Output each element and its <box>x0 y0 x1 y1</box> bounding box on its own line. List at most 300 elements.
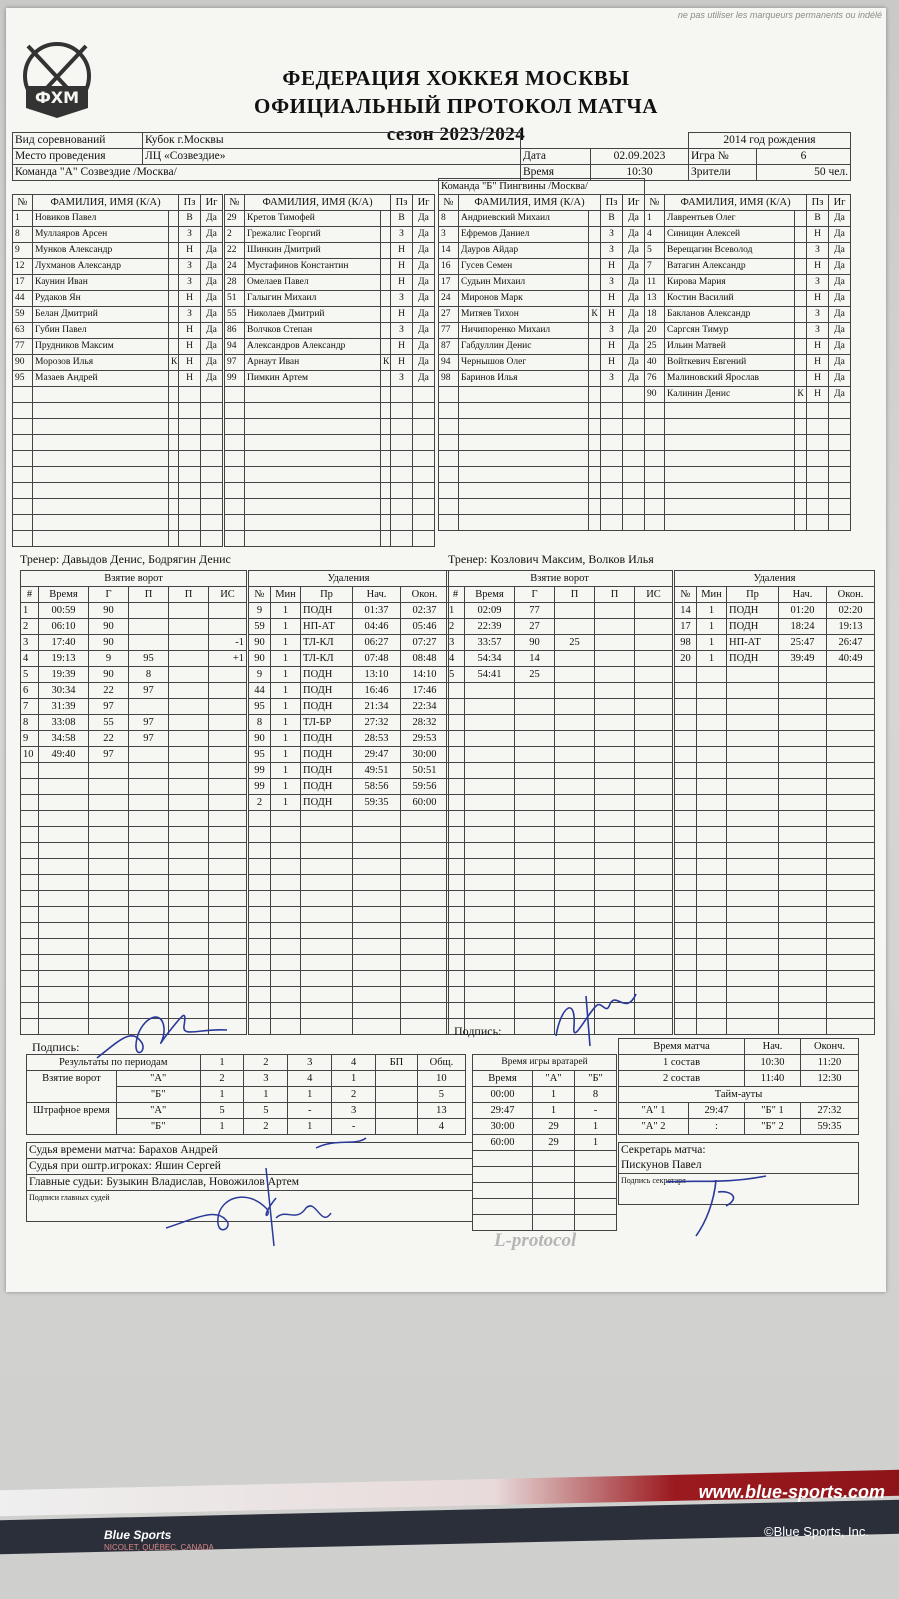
table-cell: Да <box>829 387 851 403</box>
player-row <box>225 371 435 387</box>
table-cell <box>381 515 391 531</box>
table-cell <box>665 483 795 499</box>
table-cell <box>515 715 555 731</box>
table-cell: 90 <box>89 619 129 635</box>
table-cell <box>555 827 595 843</box>
player-row <box>439 275 645 291</box>
table-cell <box>301 971 353 987</box>
table-cell: 05:46 <box>401 619 449 635</box>
table-cell: 13:10 <box>353 667 401 683</box>
table-cell: 17:46 <box>401 683 449 699</box>
goal-row <box>447 603 673 619</box>
table-cell <box>533 1167 575 1183</box>
table-cell <box>589 355 601 371</box>
table-cell <box>635 635 673 651</box>
table-cell: 59:56 <box>401 779 449 795</box>
table-cell: 95 <box>129 651 169 667</box>
table-cell <box>401 1003 449 1019</box>
table-cell: 97 <box>89 747 129 763</box>
table-cell: Иг <box>413 195 435 211</box>
penalty-row <box>249 699 449 715</box>
player-row <box>645 259 851 275</box>
table-cell: 22 <box>89 731 129 747</box>
table-cell: Пз <box>601 195 623 211</box>
table-cell <box>515 859 555 875</box>
table-cell: Судьин Михаил <box>459 275 589 291</box>
table-cell: Лаврентьев Олег <box>665 211 795 227</box>
table-cell <box>779 843 827 859</box>
table-cell <box>635 779 673 795</box>
table-cell <box>555 971 595 987</box>
table-cell <box>201 483 223 499</box>
table-cell <box>675 747 697 763</box>
goal-row <box>447 715 673 731</box>
table-cell <box>589 483 601 499</box>
competition-value: Кубок г.Москвы <box>143 133 521 149</box>
table-cell <box>515 971 555 987</box>
table-cell <box>589 499 601 515</box>
table-cell <box>727 763 779 779</box>
table-cell: 5 <box>645 243 665 259</box>
table-cell <box>665 515 795 531</box>
table-cell <box>39 1019 89 1035</box>
table-cell <box>13 483 33 499</box>
table-cell: Да <box>623 291 645 307</box>
table-cell: Арнаут Иван <box>245 355 381 371</box>
table-cell: 1 <box>271 651 301 667</box>
table-cell <box>179 451 201 467</box>
table-cell: Да <box>201 339 223 355</box>
table-cell <box>129 923 169 939</box>
table-cell: 07:48 <box>353 651 401 667</box>
referees: Главные судьи: Бузыкин Владислав, Новожилов Артем <box>27 1175 473 1191</box>
table-cell: Ватагин Александр <box>665 259 795 275</box>
table-cell <box>447 779 465 795</box>
table-cell <box>129 763 169 779</box>
table-cell <box>807 435 829 451</box>
table-cell: Баринов Илья <box>459 371 589 387</box>
table-cell: З <box>807 323 829 339</box>
table-cell <box>459 499 589 515</box>
table-cell <box>391 515 413 531</box>
goals-label: Взятие ворот <box>27 1071 117 1087</box>
table-cell <box>301 859 353 875</box>
player-row <box>225 339 435 355</box>
table-cell: 3 <box>288 1055 332 1071</box>
table-cell <box>595 971 635 987</box>
table-cell <box>225 435 245 451</box>
table-cell: 22 <box>89 683 129 699</box>
player-row <box>13 339 223 355</box>
table-cell <box>179 499 201 515</box>
table-cell <box>779 987 827 1003</box>
goal-row <box>447 635 673 651</box>
goal-row <box>447 907 673 923</box>
penalty-row <box>675 763 875 779</box>
table-cell <box>209 731 247 747</box>
table-cell <box>555 667 595 683</box>
table-cell <box>353 859 401 875</box>
goal-row <box>21 923 247 939</box>
table-cell <box>827 891 875 907</box>
table-cell: 17 <box>439 275 459 291</box>
table-cell: Да <box>829 275 851 291</box>
table-cell: Время <box>465 587 515 603</box>
table-cell <box>129 827 169 843</box>
table-cell: "А" 2 <box>619 1119 689 1135</box>
table-cell: "Б" 2 <box>745 1119 801 1135</box>
table-cell: № <box>249 587 271 603</box>
penalty-row <box>249 603 449 619</box>
table-cell: Ильин Матвей <box>665 339 795 355</box>
table-cell <box>727 683 779 699</box>
table-cell <box>623 467 645 483</box>
player-row <box>225 323 435 339</box>
table-cell: Галыгин Михаил <box>245 291 381 307</box>
table-cell: 49:40 <box>39 747 89 763</box>
table-cell <box>595 955 635 971</box>
table-cell <box>601 419 623 435</box>
table-cell: Н <box>179 323 201 339</box>
table-cell <box>727 875 779 891</box>
table-cell <box>807 419 829 435</box>
table-cell: Да <box>623 259 645 275</box>
goalie-title: Время игры вратарей <box>473 1055 617 1071</box>
table-cell <box>645 419 665 435</box>
table-cell <box>225 483 245 499</box>
table-cell: 94 <box>439 355 459 371</box>
table-cell <box>727 987 779 1003</box>
table-cell: 59:35 <box>801 1119 859 1135</box>
table-cell: Да <box>413 291 435 307</box>
table-cell <box>169 275 179 291</box>
table-cell <box>827 795 875 811</box>
player-row <box>439 451 645 467</box>
table-cell: 3 <box>332 1103 376 1119</box>
table-cell <box>827 859 875 875</box>
table-cell: 1 <box>200 1087 244 1103</box>
player-row <box>13 243 223 259</box>
table-cell <box>595 875 635 891</box>
penalty-row <box>249 875 449 891</box>
goal-row <box>447 747 673 763</box>
table-cell <box>381 483 391 499</box>
player-row <box>225 435 435 451</box>
table-cell: 90 <box>249 731 271 747</box>
table-cell <box>401 907 449 923</box>
brand-name: Blue Sports <box>104 1528 172 1542</box>
table-cell <box>129 859 169 875</box>
header-row <box>447 587 673 603</box>
header-row <box>13 195 223 211</box>
player-row <box>225 275 435 291</box>
team-b-players-right-table <box>644 194 851 531</box>
table-cell <box>635 811 673 827</box>
table-cell <box>827 747 875 763</box>
penalty-row <box>675 875 875 891</box>
table-cell <box>635 907 673 923</box>
table-cell <box>447 875 465 891</box>
table-cell: Да <box>201 211 223 227</box>
table-cell <box>555 683 595 699</box>
table-cell <box>353 891 401 907</box>
table-cell: Н <box>391 275 413 291</box>
table-cell: 24 <box>225 259 245 275</box>
table-cell: 1 <box>271 635 301 651</box>
table-cell: Окон. <box>401 587 449 603</box>
goal-row <box>21 603 247 619</box>
table-cell <box>555 955 595 971</box>
table-cell <box>13 387 33 403</box>
table-cell <box>13 531 33 547</box>
penalty-row <box>249 1019 449 1035</box>
team-a-penalties-table <box>248 570 449 1035</box>
table-cell <box>447 795 465 811</box>
table-cell: Г <box>89 587 129 603</box>
penalty-row <box>249 747 449 763</box>
table-cell <box>413 515 435 531</box>
table-cell: Да <box>201 291 223 307</box>
table-cell: Синицин Алексей <box>665 227 795 243</box>
table-cell <box>727 715 779 731</box>
table-cell <box>401 971 449 987</box>
table-cell <box>595 619 635 635</box>
table-cell <box>829 435 851 451</box>
table-cell: Мин <box>697 587 727 603</box>
table-cell: Да <box>201 259 223 275</box>
player-row <box>645 355 851 371</box>
header-row <box>675 587 875 603</box>
table-cell <box>827 811 875 827</box>
table-cell: Н <box>601 339 623 355</box>
table-cell: 90 <box>89 603 129 619</box>
table-cell <box>353 827 401 843</box>
penalty-row <box>675 907 875 923</box>
player-row <box>439 467 645 483</box>
table-cell: Малиновский Ярослав <box>665 371 795 387</box>
table-cell <box>555 603 595 619</box>
table-cell <box>201 499 223 515</box>
brand-url: www.blue-sports.com <box>698 1482 885 1502</box>
table-cell <box>595 939 635 955</box>
player-row <box>13 323 223 339</box>
penalty-row <box>249 923 449 939</box>
player-row <box>225 355 435 371</box>
table-cell: 97 <box>89 699 129 715</box>
table-cell <box>391 403 413 419</box>
table-cell <box>413 435 435 451</box>
table-cell: +1 <box>209 651 247 667</box>
penalty-row <box>249 763 449 779</box>
table-cell <box>779 971 827 987</box>
table-cell: ПОДН <box>727 619 779 635</box>
table-cell <box>795 483 807 499</box>
table-cell <box>601 467 623 483</box>
table-cell <box>381 259 391 275</box>
penalty-row <box>675 971 875 987</box>
table-cell: 94 <box>225 339 245 355</box>
title-row <box>21 571 247 587</box>
table-cell: 27 <box>515 619 555 635</box>
table-cell <box>439 435 459 451</box>
penalty-row <box>675 859 875 875</box>
table-cell <box>601 515 623 531</box>
table-cell <box>675 763 697 779</box>
table-cell: 29 <box>225 211 245 227</box>
table-cell: 14 <box>515 651 555 667</box>
table-cell: Муллаяров Арсен <box>33 227 169 243</box>
table-cell <box>391 435 413 451</box>
goal-row <box>21 955 247 971</box>
table-cell: 1 <box>697 651 727 667</box>
table-cell: 28:53 <box>353 731 401 747</box>
table-cell <box>779 859 827 875</box>
goal-row <box>447 875 673 891</box>
table-cell <box>401 827 449 843</box>
table-cell: Н <box>179 243 201 259</box>
table-cell: Н <box>807 227 829 243</box>
table-cell: Иг <box>829 195 851 211</box>
table-cell: Чернышов Олег <box>459 355 589 371</box>
goal-row <box>21 683 247 699</box>
table-cell <box>779 699 827 715</box>
table-cell <box>439 467 459 483</box>
table-cell: 29:47 <box>473 1103 533 1119</box>
table-cell: Нач. <box>353 587 401 603</box>
goal-row <box>447 923 673 939</box>
player-row <box>13 467 223 483</box>
goal-row <box>21 731 247 747</box>
table-cell: 11:20 <box>801 1055 859 1071</box>
table-cell: 19:39 <box>39 667 89 683</box>
table-cell: 1 <box>697 635 727 651</box>
table-cell <box>169 715 209 731</box>
table-cell: 1 <box>21 603 39 619</box>
table-cell: ПОДН <box>727 651 779 667</box>
table-cell: 40:49 <box>827 651 875 667</box>
table-cell: ИС <box>209 587 247 603</box>
table-cell: З <box>601 275 623 291</box>
table-cell <box>169 291 179 307</box>
table-cell <box>675 955 697 971</box>
table-cell <box>459 403 589 419</box>
table-cell <box>779 907 827 923</box>
table-cell <box>727 747 779 763</box>
table-cell: Оконч. <box>801 1039 859 1055</box>
team-a-title: Команда "А" Созвездие /Москва/ <box>13 165 521 181</box>
table-cell <box>271 859 301 875</box>
player-row <box>439 483 645 499</box>
table-cell: 13 <box>417 1103 465 1119</box>
player-row <box>645 451 851 467</box>
table-cell <box>459 387 589 403</box>
table-cell: Да <box>201 227 223 243</box>
table-cell <box>179 403 201 419</box>
goal-row <box>21 715 247 731</box>
table-cell: 1 <box>575 1119 617 1135</box>
table-cell <box>447 987 465 1003</box>
table-cell <box>465 699 515 715</box>
table-cell <box>271 955 301 971</box>
goal-row <box>447 683 673 699</box>
table-cell: 24 <box>439 291 459 307</box>
penalty-row <box>675 779 875 795</box>
table-cell: Мунков Александр <box>33 243 169 259</box>
table-cell <box>827 1003 875 1019</box>
date-value: 02.09.2023 <box>591 149 689 165</box>
table-cell: 95 <box>249 699 271 715</box>
table-cell <box>271 987 301 1003</box>
table-cell <box>381 339 391 355</box>
player-row <box>13 259 223 275</box>
table-cell <box>555 747 595 763</box>
table-cell <box>829 419 851 435</box>
penalty-row <box>249 731 449 747</box>
table-cell <box>33 435 169 451</box>
brand-copyright: ©Blue Sports, Inc. <box>764 1524 869 1539</box>
table-cell: 2 <box>225 227 245 243</box>
table-cell <box>589 211 601 227</box>
table-cell <box>697 667 727 683</box>
table-cell: 22 <box>225 243 245 259</box>
table-cell: Волчков Степан <box>245 323 381 339</box>
table-cell: 44 <box>249 683 271 699</box>
match-time-row <box>619 1055 859 1071</box>
table-cell: 3 <box>447 635 465 651</box>
table-cell <box>209 955 247 971</box>
table-cell <box>533 1215 575 1231</box>
goal-row <box>21 875 247 891</box>
table-cell: Да <box>413 339 435 355</box>
table-cell <box>635 667 673 683</box>
table-cell: 00:59 <box>39 603 89 619</box>
table-cell <box>589 387 601 403</box>
table-cell <box>465 1003 515 1019</box>
table-cell <box>465 763 515 779</box>
table-cell <box>635 923 673 939</box>
table-cell: Шинкин Дмитрий <box>245 243 381 259</box>
table-cell: Ефремов Даниел <box>459 227 589 243</box>
table-cell: 16 <box>439 259 459 275</box>
table-cell: 6 <box>21 683 39 699</box>
table-cell <box>555 939 595 955</box>
table-cell <box>209 779 247 795</box>
table-cell <box>271 939 301 955</box>
coach-a-signature <box>92 998 232 1068</box>
table-cell <box>89 875 129 891</box>
table-cell <box>391 499 413 515</box>
table-cell: 1 <box>200 1055 244 1071</box>
player-row <box>439 243 645 259</box>
table-cell <box>675 699 697 715</box>
table-cell <box>209 971 247 987</box>
player-row <box>225 291 435 307</box>
penalty-row <box>675 955 875 971</box>
table-cell <box>447 891 465 907</box>
table-cell: 9 <box>249 603 271 619</box>
goal-row <box>447 955 673 971</box>
table-cell <box>807 499 829 515</box>
table-cell <box>779 811 827 827</box>
table-cell: 30:00 <box>473 1119 533 1135</box>
table-cell <box>675 795 697 811</box>
table-cell <box>401 843 449 859</box>
table-cell <box>675 907 697 923</box>
table-cell <box>391 531 413 547</box>
table-cell: 10:30 <box>745 1055 801 1071</box>
periods-title: Результаты по периодам <box>27 1055 201 1071</box>
table-cell: 17:40 <box>39 635 89 651</box>
